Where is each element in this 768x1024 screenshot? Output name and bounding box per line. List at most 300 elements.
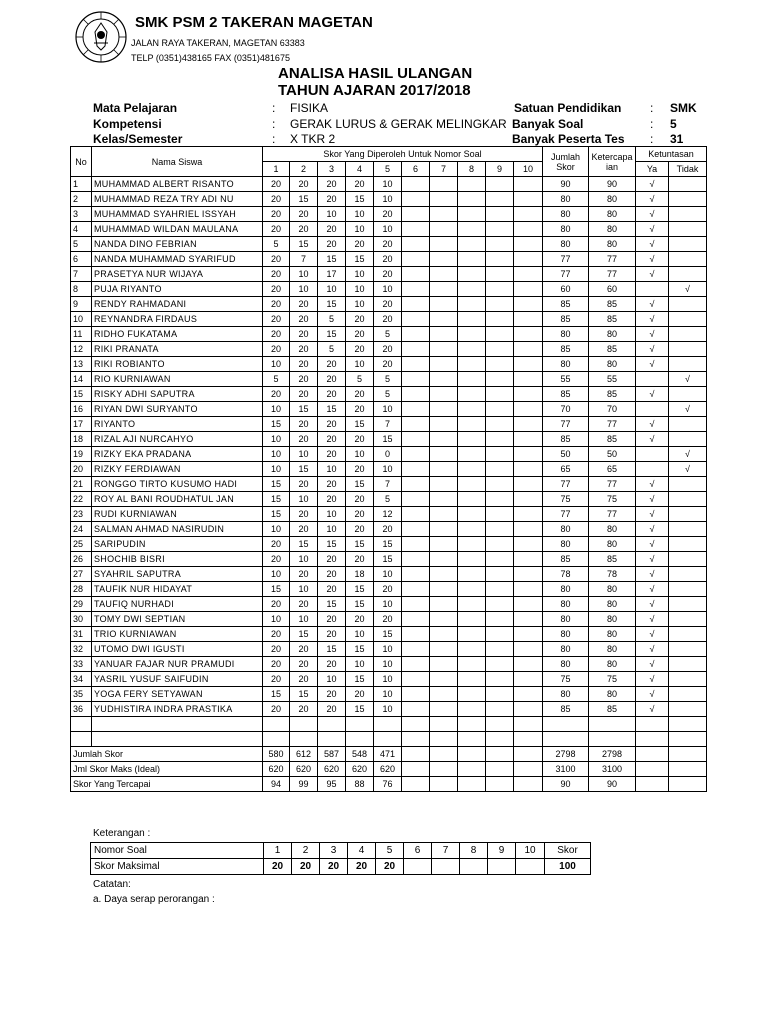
empty-cell	[543, 732, 589, 747]
score-cell-empty	[402, 477, 430, 492]
score-cell-empty	[402, 402, 430, 417]
empty-cell	[516, 859, 545, 875]
score-cell: 18	[346, 567, 374, 582]
ketuntasan-ya: √	[636, 537, 669, 552]
ketercapaian: 77	[589, 267, 636, 282]
ketercapaian: 78	[589, 567, 636, 582]
kompetensi-value: GERAK LURUS & GERAK MELINGKAR	[290, 117, 507, 131]
empty-cell	[458, 732, 486, 747]
score-cell: 15	[346, 642, 374, 657]
row-number: 9	[71, 297, 92, 312]
score-cell-empty	[402, 177, 430, 192]
ketuntasan-ya: √	[636, 507, 669, 522]
empty-cell	[589, 732, 636, 747]
table-row	[71, 312, 707, 327]
row-number: 14	[71, 372, 92, 387]
ketuntasan-ya: √	[636, 657, 669, 672]
ketercapaian: 80	[589, 612, 636, 627]
jumlah-skor: 90	[543, 177, 589, 192]
ketuntasan-ya: √	[636, 627, 669, 642]
score-cell: 20	[346, 402, 374, 417]
ketercapaian: 50	[589, 447, 636, 462]
ketuntasan-ya: √	[636, 387, 669, 402]
summary-value: 99	[290, 777, 318, 792]
satuan-value: SMK	[670, 101, 697, 115]
colon: :	[650, 101, 654, 115]
catatan-item-a: a. Daya serap perorangan :	[93, 894, 215, 905]
ketercapaian: 65	[589, 462, 636, 477]
ketuntasan-tidak	[669, 492, 707, 507]
score-cell-empty	[514, 282, 543, 297]
score-cell: 20	[318, 192, 346, 207]
score-cell: 10	[318, 507, 346, 522]
ketuntasan-ya	[636, 282, 669, 297]
ketercapaian: 80	[589, 522, 636, 537]
score-cell-empty	[458, 207, 486, 222]
document-subtitle: TAHUN AJARAN 2017/2018	[278, 82, 471, 99]
jumlah-skor: 80	[543, 657, 589, 672]
score-cell-empty	[514, 357, 543, 372]
ketuntasan-tidak	[669, 387, 707, 402]
empty-cell	[318, 732, 346, 747]
score-cell: 15	[290, 402, 318, 417]
jumlah-skor: 78	[543, 567, 589, 582]
score-cell-empty	[514, 177, 543, 192]
score-cell-empty	[486, 222, 514, 237]
nomor-soal-value: 9	[488, 843, 516, 859]
ketuntasan-ya: √	[636, 192, 669, 207]
score-cell-empty	[402, 582, 430, 597]
score-cell-empty	[514, 552, 543, 567]
jumlah-skor: 85	[543, 342, 589, 357]
document-title: ANALISA HASIL ULANGAN	[278, 65, 473, 82]
ketuntasan-tidak	[669, 507, 707, 522]
ketuntasan-ya: √	[636, 222, 669, 237]
table-row	[71, 507, 707, 522]
score-cell: 10	[346, 657, 374, 672]
score-cell: 15	[374, 627, 402, 642]
ketercapaian: 80	[589, 207, 636, 222]
score-cell-empty	[402, 642, 430, 657]
score-cell: 5	[318, 342, 346, 357]
score-cell: 10	[290, 612, 318, 627]
student-name: TAUFIQ NURHADI	[92, 597, 263, 612]
score-cell-empty	[514, 417, 543, 432]
ketercapaian: 80	[589, 222, 636, 237]
ketuntasan-tidak	[669, 207, 707, 222]
score-cell: 20	[374, 522, 402, 537]
ketuntasan-ya: √	[636, 687, 669, 702]
row-number: 23	[71, 507, 92, 522]
empty-cell	[458, 747, 486, 762]
score-cell-empty	[430, 267, 458, 282]
score-cell: 20	[290, 417, 318, 432]
score-cell-empty	[486, 702, 514, 717]
table-row	[71, 252, 707, 267]
score-cell-empty	[458, 402, 486, 417]
score-cell-empty	[458, 492, 486, 507]
score-cell-empty	[402, 192, 430, 207]
ketercapaian: 85	[589, 387, 636, 402]
school-address: JALAN RAYA TAKERAN, MAGETAN 63383	[131, 38, 305, 48]
score-cell-empty	[430, 222, 458, 237]
score-cell-empty	[458, 522, 486, 537]
score-cell: 20	[263, 192, 290, 207]
row-number: 1	[71, 177, 92, 192]
student-name: YUDHISTIRA INDRA PRASTIKA	[92, 702, 263, 717]
ketuntasan-ya: √	[636, 612, 669, 627]
peserta-label: Banyak Peserta Tes	[512, 132, 625, 146]
student-name: TRIO KURNIAWAN	[92, 627, 263, 642]
score-cell: 10	[346, 627, 374, 642]
score-cell-empty	[430, 492, 458, 507]
jumlah-skor: 80	[543, 627, 589, 642]
score-cell: 20	[263, 267, 290, 282]
ketuntasan-tidak: √	[669, 402, 707, 417]
empty-cell	[486, 717, 514, 732]
score-cell: 10	[263, 447, 290, 462]
score-cell: 10	[346, 222, 374, 237]
score-cell: 10	[290, 282, 318, 297]
summary-row	[71, 777, 707, 792]
empty-cell	[430, 762, 458, 777]
student-name: RIYANTO	[92, 417, 263, 432]
colon: :	[272, 101, 276, 115]
score-cell-empty	[514, 612, 543, 627]
ketercapaian: 80	[589, 537, 636, 552]
ketuntasan-tidak	[669, 252, 707, 267]
student-name: RIKI PRANATA	[92, 342, 263, 357]
row-number: 4	[71, 222, 92, 237]
score-cell-empty	[514, 252, 543, 267]
table-row	[71, 552, 707, 567]
score-cell: 20	[263, 627, 290, 642]
jumlah-skor: 80	[543, 642, 589, 657]
banyak-soal-label: Banyak Soal	[512, 117, 584, 131]
score-cell: 15	[290, 537, 318, 552]
empty-cell	[514, 777, 543, 792]
keterangan-label: Keterangan :	[93, 828, 151, 839]
empty-cell	[404, 859, 432, 875]
ketuntasan-tidak	[669, 417, 707, 432]
table-row	[71, 597, 707, 612]
score-cell: 20	[318, 447, 346, 462]
table-row	[71, 522, 707, 537]
skor-header: Skor Yang Diperoleh Untuk Nomor Soal	[263, 147, 543, 162]
score-cell: 20	[290, 672, 318, 687]
row-number: 7	[71, 267, 92, 282]
ketuntasan-ya	[636, 402, 669, 417]
empty-cell	[486, 777, 514, 792]
score-cell-empty	[430, 507, 458, 522]
ketuntasan-tidak	[669, 432, 707, 447]
score-cell: 5	[374, 372, 402, 387]
ketercapaian: 80	[589, 687, 636, 702]
score-cell-empty	[458, 372, 486, 387]
score-cell: 20	[263, 222, 290, 237]
score-cell: 20	[263, 552, 290, 567]
table-row	[71, 372, 707, 387]
row-number: 15	[71, 387, 92, 402]
jumlah-skor: 50	[543, 447, 589, 462]
score-cell: 20	[290, 432, 318, 447]
mapel-label: Mata Pelajaran	[93, 101, 178, 115]
score-cell: 5	[346, 372, 374, 387]
score-cell: 5	[318, 312, 346, 327]
table-row	[71, 402, 707, 417]
score-cell: 15	[374, 552, 402, 567]
score-cell-empty	[486, 252, 514, 267]
ketercapaian: 77	[589, 252, 636, 267]
score-cell: 20	[290, 387, 318, 402]
empty-cell	[430, 732, 458, 747]
score-cell: 10	[263, 462, 290, 477]
ketuntasan-ya: √	[636, 267, 669, 282]
jumlah-skor: 75	[543, 492, 589, 507]
score-cell-empty	[430, 402, 458, 417]
score-cell-empty	[486, 642, 514, 657]
table-row	[71, 447, 707, 462]
score-cell: 10	[374, 192, 402, 207]
score-cell: 20	[263, 342, 290, 357]
score-cell: 15	[290, 627, 318, 642]
score-cell-empty	[430, 372, 458, 387]
empty-cell	[486, 732, 514, 747]
ketuntasan-tidak	[669, 657, 707, 672]
summary-value: 612	[290, 747, 318, 762]
empty-cell	[486, 747, 514, 762]
score-cell-empty	[402, 387, 430, 402]
score-cell-empty	[402, 342, 430, 357]
ketuntasan-tidak	[669, 567, 707, 582]
ketercapaian: 90	[589, 177, 636, 192]
score-cell: 15	[346, 252, 374, 267]
skor-maksimal-value: 20	[320, 859, 348, 875]
jumlah-skor: 80	[543, 327, 589, 342]
ketercapaian: 55	[589, 372, 636, 387]
summary-row	[71, 762, 707, 777]
empty-cell	[374, 717, 402, 732]
score-cell: 10	[346, 447, 374, 462]
score-cell: 20	[374, 582, 402, 597]
score-cell: 20	[318, 357, 346, 372]
score-cell-empty	[514, 372, 543, 387]
score-cell-empty	[486, 267, 514, 282]
student-name: RIZAL AJI NURCAHYO	[92, 432, 263, 447]
student-name: ROY AL BANI ROUDHATUL JAN	[92, 492, 263, 507]
summary-value: 548	[346, 747, 374, 762]
table-row	[71, 222, 707, 237]
summary-value: 95	[318, 777, 346, 792]
row-number: 36	[71, 702, 92, 717]
empty-cell	[432, 859, 460, 875]
ketercapaian: 85	[589, 552, 636, 567]
score-cell-empty	[514, 402, 543, 417]
student-name: MUHAMMAD SYAHRIEL ISSYAH	[92, 207, 263, 222]
table-row	[71, 342, 707, 357]
score-cell-empty	[430, 672, 458, 687]
ketuntasan-ya: √	[636, 342, 669, 357]
score-cell: 20	[346, 612, 374, 627]
ketercapaian: 80	[589, 357, 636, 372]
ketuntasan-ya: √	[636, 492, 669, 507]
score-cell: 20	[318, 492, 346, 507]
kelas-label: Kelas/Semester	[93, 132, 183, 146]
score-cell-empty	[486, 357, 514, 372]
empty-cell	[514, 732, 543, 747]
score-cell-empty	[402, 447, 430, 462]
empty-cell	[263, 732, 290, 747]
row-number: 13	[71, 357, 92, 372]
row-number: 34	[71, 672, 92, 687]
empty-cell	[514, 762, 543, 777]
score-cell: 20	[346, 342, 374, 357]
score-cell-empty	[402, 417, 430, 432]
score-cell-empty	[486, 402, 514, 417]
score-cell: 10	[290, 552, 318, 567]
score-cell-empty	[486, 522, 514, 537]
score-cell-empty	[402, 507, 430, 522]
score-cell: 20	[263, 252, 290, 267]
score-cell: 20	[263, 597, 290, 612]
score-cell: 20	[290, 507, 318, 522]
soal-number: 3	[318, 162, 346, 177]
row-number: 2	[71, 192, 92, 207]
kelas-value: X TKR 2	[290, 132, 336, 146]
score-cell-empty	[486, 477, 514, 492]
score-cell-empty	[402, 552, 430, 567]
nomor-soal-value: 4	[348, 843, 376, 859]
score-cell: 10	[374, 177, 402, 192]
score-cell-empty	[514, 642, 543, 657]
table-row	[71, 492, 707, 507]
score-cell-empty	[430, 387, 458, 402]
score-cell: 20	[318, 387, 346, 402]
skor-maksimal-value: 20	[348, 859, 376, 875]
score-cell: 10	[346, 297, 374, 312]
score-cell-empty	[430, 327, 458, 342]
ketuntasan-tidak	[669, 702, 707, 717]
score-cell: 20	[318, 237, 346, 252]
score-cell-empty	[430, 582, 458, 597]
colon: :	[272, 117, 276, 131]
ketuntasan-tidak	[669, 552, 707, 567]
empty-cell	[346, 732, 374, 747]
score-cell-empty	[514, 432, 543, 447]
empty-cell	[92, 717, 263, 732]
row-number: 25	[71, 537, 92, 552]
soal-number: 6	[402, 162, 430, 177]
score-cell: 20	[318, 687, 346, 702]
score-cell: 20	[374, 252, 402, 267]
score-cell: 15	[346, 597, 374, 612]
nomor-soal-value: 3	[320, 843, 348, 859]
score-cell-empty	[402, 657, 430, 672]
score-cell: 20	[346, 387, 374, 402]
row-number: 29	[71, 597, 92, 612]
student-name: SARIPUDIN	[92, 537, 263, 552]
score-cell: 20	[374, 267, 402, 282]
score-cell-empty	[402, 567, 430, 582]
empty-cell	[290, 732, 318, 747]
score-cell: 20	[290, 702, 318, 717]
score-cell: 10	[290, 447, 318, 462]
score-cell: 10	[374, 282, 402, 297]
nomor-soal-value: 5	[376, 843, 404, 859]
score-cell: 10	[346, 207, 374, 222]
ketercapaian: 80	[589, 597, 636, 612]
score-cell-empty	[430, 282, 458, 297]
ketuntasan-ya: √	[636, 357, 669, 372]
peserta-value: 31	[670, 132, 684, 146]
summary-value: 76	[374, 777, 402, 792]
jumlah-skor: 80	[543, 207, 589, 222]
ketuntasan-ya: √	[636, 297, 669, 312]
ketuntasan-tidak	[669, 672, 707, 687]
row-number: 19	[71, 447, 92, 462]
student-name: NANDA DINO FEBRIAN	[92, 237, 263, 252]
student-name: YASRIL YUSUF SAIFUDIN	[92, 672, 263, 687]
summary-jumlah: 90	[543, 777, 589, 792]
ketuntasan-tidak	[669, 477, 707, 492]
ketuntasan-tidak: √	[669, 372, 707, 387]
summary-ketercapaian: 3100	[589, 762, 636, 777]
student-name: UTOMO DWI IGUSTI	[92, 642, 263, 657]
catatan-label: Catatan:	[93, 879, 131, 890]
ketuntasan-tidak	[669, 597, 707, 612]
score-cell: 15	[263, 687, 290, 702]
score-cell: 10	[346, 282, 374, 297]
score-cell-empty	[486, 417, 514, 432]
score-cell: 20	[290, 342, 318, 357]
empty-cell	[402, 762, 430, 777]
score-cell-empty	[458, 312, 486, 327]
soal-number: 4	[346, 162, 374, 177]
score-cell-empty	[458, 702, 486, 717]
score-cell-empty	[514, 312, 543, 327]
student-name: RONGGO TIRTO KUSUMO HADI	[92, 477, 263, 492]
score-cell: 20	[374, 612, 402, 627]
ketuntasan-ya: √	[636, 252, 669, 267]
score-cell: 20	[318, 702, 346, 717]
score-cell: 5	[263, 372, 290, 387]
table-row	[71, 582, 707, 597]
score-cell: 20	[263, 537, 290, 552]
score-cell: 20	[263, 672, 290, 687]
table-row	[71, 267, 707, 282]
summary-jumlah: 3100	[543, 762, 589, 777]
jumlah-skor: 85	[543, 387, 589, 402]
score-cell-empty	[430, 447, 458, 462]
empty-cell	[669, 747, 707, 762]
score-cell: 20	[290, 477, 318, 492]
score-cell: 20	[346, 327, 374, 342]
score-cell: 15	[346, 582, 374, 597]
score-cell-empty	[458, 222, 486, 237]
score-cell: 15	[263, 477, 290, 492]
score-cell-empty	[458, 462, 486, 477]
ketercapaian: 80	[589, 327, 636, 342]
score-cell: 12	[374, 507, 402, 522]
empty-cell	[636, 732, 669, 747]
score-cell: 5	[374, 327, 402, 342]
score-cell: 20	[346, 237, 374, 252]
ketuntasan-tidak	[669, 357, 707, 372]
score-cell-empty	[458, 552, 486, 567]
score-cell-empty	[514, 627, 543, 642]
table-row	[71, 282, 707, 297]
score-cell-empty	[458, 417, 486, 432]
